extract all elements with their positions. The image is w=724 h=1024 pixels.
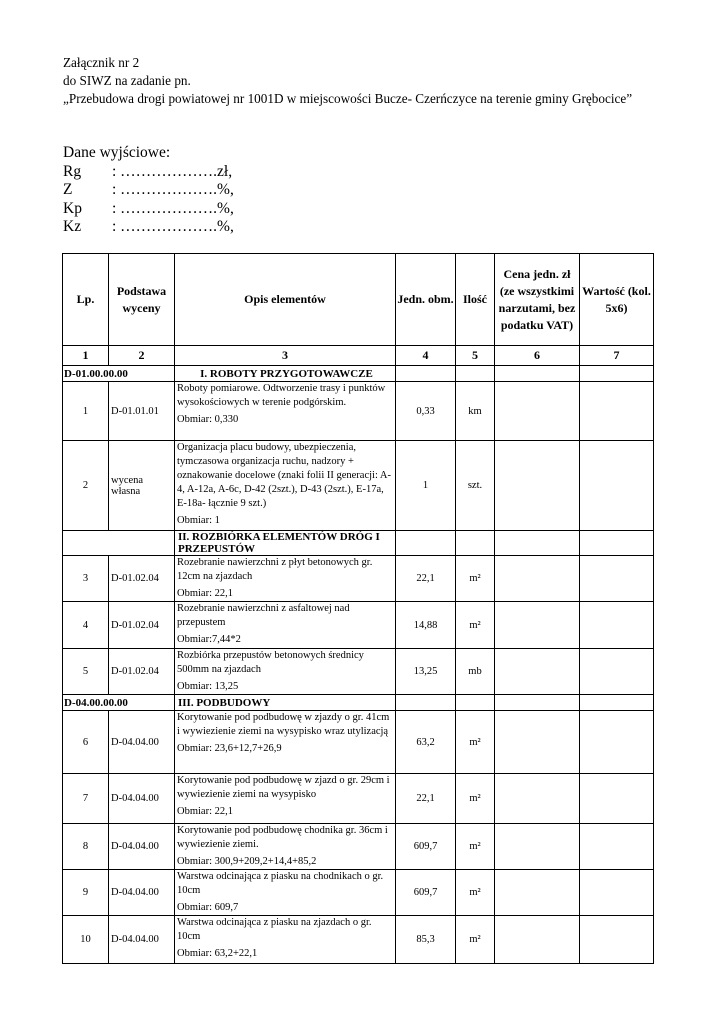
section-row: [63, 531, 654, 556]
col-num: 6: [495, 346, 580, 366]
document-header: [63, 54, 632, 108]
row-wartosc: [580, 711, 654, 774]
input-label: Kz: [63, 218, 82, 235]
row-obmiar: Obmiar: 22,1: [177, 588, 233, 599]
row-obmiar: Obmiar: 0,330: [177, 414, 239, 425]
row-jedn: m²: [456, 916, 495, 964]
section-row: [63, 366, 654, 382]
row-cena: [495, 824, 580, 870]
row-jedn: m²: [456, 870, 495, 916]
row-wartosc: [580, 441, 654, 531]
col-num: 4: [396, 346, 456, 366]
row-lp: 5: [63, 649, 109, 695]
row-jedn: m²: [456, 774, 495, 824]
table-row: [63, 870, 654, 916]
table-header-row: [63, 254, 654, 346]
input-label: Rg: [63, 162, 82, 180]
empty-cell: [495, 695, 580, 711]
empty-cell: [580, 695, 654, 711]
empty-cell: [396, 366, 456, 382]
row-code: D-01.02.04: [109, 649, 175, 695]
cost-estimate-table: [62, 253, 654, 964]
col-header-opis: Opis elementów: [175, 254, 396, 346]
row-lp: 8: [63, 824, 109, 870]
input-label: Z: [63, 181, 73, 198]
row-jedn: m²: [456, 711, 495, 774]
row-desc-cell: [175, 441, 396, 531]
row-code: D-04.04.00: [109, 711, 175, 774]
row-lp: 3: [63, 556, 109, 602]
row-lp: 9: [63, 870, 109, 916]
input-row-kz: [63, 218, 234, 237]
row-wartosc: [580, 916, 654, 964]
row-desc-cell: [175, 916, 396, 964]
input-value: : ……………….%,: [112, 199, 234, 217]
row-ilosc: 22,1: [396, 556, 456, 602]
row-ilosc: 13,25: [396, 649, 456, 695]
row-wartosc: [580, 870, 654, 916]
empty-cell: [580, 531, 654, 556]
table-row: [63, 711, 654, 774]
row-desc: Korytowanie pod podbudowę w zjazdy o gr. 41cm i wywiezienie ziemi na wysypisko wraz utylizacją: [177, 712, 390, 737]
row-cena: [495, 870, 580, 916]
empty-cell: [396, 695, 456, 711]
row-obmiar: Obmiar: 1: [177, 515, 220, 526]
section-row: [63, 695, 654, 711]
row-lp: 1: [63, 382, 109, 441]
row-obmiar: Obmiar: 300,9+209,2+14,4+85,2: [177, 856, 317, 867]
row-jedn: m²: [456, 602, 495, 649]
col-num: 1: [63, 346, 109, 366]
table-row: [63, 916, 654, 964]
row-code: D-04.04.00: [109, 774, 175, 824]
row-obmiar: Obmiar: 23,6+12,7+26,9: [177, 743, 282, 754]
row-desc-cell: [175, 870, 396, 916]
row-code: D-01.02.04: [109, 602, 175, 649]
input-row-kp: [63, 200, 234, 219]
section-code: [63, 531, 175, 556]
row-jedn: mb: [456, 649, 495, 695]
row-wartosc: [580, 602, 654, 649]
input-value: : ……………….%,: [112, 181, 234, 198]
row-desc-cell: [175, 711, 396, 774]
row-ilosc: 609,7: [396, 870, 456, 916]
empty-cell: [495, 531, 580, 556]
input-data-block: [63, 144, 234, 237]
row-ilosc: 14,88: [396, 602, 456, 649]
row-desc-cell: [175, 556, 396, 602]
row-desc: Warstwa odcinająca z piasku na zjazdach o gr. 10cm: [177, 917, 372, 942]
row-code: wycena własna: [109, 441, 175, 531]
row-desc-cell: [175, 382, 396, 441]
column-number-row: [63, 346, 654, 366]
input-row-z: [63, 181, 234, 200]
section-title: II. ROZBIÓRKA ELEMENTÓW DRÓG I PRZEPUSTÓW: [175, 531, 396, 556]
col-num: 2: [109, 346, 175, 366]
row-wartosc: [580, 556, 654, 602]
row-cena: [495, 916, 580, 964]
row-desc-cell: [175, 602, 396, 649]
row-desc: Korytowanie pod podbudowę chodnika gr. 36cm i wywiezienie ziemi.: [177, 825, 388, 850]
row-jedn: m²: [456, 824, 495, 870]
row-desc: Warstwa odcinająca z piasku na chodnikach o gr. 10cm: [177, 871, 384, 896]
row-desc-cell: [175, 824, 396, 870]
row-desc: Rozebranie nawierzchni z płyt betonowych gr. 12cm na zjazdach: [177, 557, 373, 582]
input-row-rg: [63, 163, 234, 182]
row-ilosc: 85,3: [396, 916, 456, 964]
row-code: D-04.04.00: [109, 916, 175, 964]
row-desc: Rozbiórka przepustów betonowych średnicy 500mm na zjazdach: [177, 650, 364, 675]
row-ilosc: 0,33: [396, 382, 456, 441]
col-num: 3: [175, 346, 396, 366]
row-lp: 7: [63, 774, 109, 824]
siwz-label: do SIWZ na zadanie pn.: [63, 73, 191, 88]
row-ilosc: 63,2: [396, 711, 456, 774]
row-desc: Roboty pomiarowe. Odtworzenie trasy i punktów wysokościowych w terenie podgórskim.: [177, 383, 386, 408]
row-cena: [495, 556, 580, 602]
table-row: [63, 441, 654, 531]
row-code: D-01.01.01: [109, 382, 175, 441]
row-obmiar: Obmiar: 13,25: [177, 681, 239, 692]
section-title: I. ROBOTY PRZYGOTOWAWCZE: [175, 366, 396, 382]
row-jedn: m²: [456, 556, 495, 602]
empty-cell: [396, 531, 456, 556]
col-header-wartosc: Wartość (kol. 5x6): [580, 254, 654, 346]
row-code: D-04.04.00: [109, 870, 175, 916]
table-row: [63, 382, 654, 441]
input-value: : ……………….%,: [112, 218, 234, 235]
row-wartosc: [580, 774, 654, 824]
empty-cell: [456, 695, 495, 711]
section-code: D-04.00.00.00: [63, 695, 175, 711]
row-desc: Korytowanie pod podbudowę w zjazd o gr. 29cm i wywiezienie ziemi na wysypisko: [177, 775, 390, 800]
row-cena: [495, 441, 580, 531]
row-wartosc: [580, 382, 654, 441]
row-desc: Organizacja placu budowy, ubezpieczenia, tymczasowa organizacja ruchu, nadzory + oznakowanie docelowe (znaki folii II generacji: A-4, A-12a, A-6c, D-42 (2szt.), D-43 (2szt.), E-17a, E-18a- łącznie 9 szt.): [177, 442, 391, 509]
col-header-ilosc: Ilość: [456, 254, 495, 346]
row-jedn: szt.: [456, 441, 495, 531]
empty-cell: [495, 366, 580, 382]
table-row: [63, 774, 654, 824]
row-desc-cell: [175, 649, 396, 695]
row-ilosc: 1: [396, 441, 456, 531]
row-obmiar: Obmiar: 63,2+22,1: [177, 948, 258, 959]
row-lp: 4: [63, 602, 109, 649]
row-cena: [495, 602, 580, 649]
table-row: [63, 602, 654, 649]
section-title: III. PODBUDOWY: [175, 695, 396, 711]
row-cena: [495, 382, 580, 441]
attachment-label: Załącznik nr 2: [63, 55, 140, 70]
row-ilosc: 22,1: [396, 774, 456, 824]
col-num: 5: [456, 346, 495, 366]
empty-cell: [580, 366, 654, 382]
col-header-cena: Cena jedn. zł (ze wszystkimi narzutami, bez podatku VAT): [495, 254, 580, 346]
row-jedn: km: [456, 382, 495, 441]
row-wartosc: [580, 824, 654, 870]
row-obmiar: Obmiar: 22,1: [177, 806, 233, 817]
empty-cell: [456, 531, 495, 556]
row-cena: [495, 774, 580, 824]
section-code: D-01.00.00.00: [63, 366, 175, 382]
table-row: [63, 649, 654, 695]
row-code: D-04.04.00: [109, 824, 175, 870]
row-cena: [495, 649, 580, 695]
row-code: D-01.02.04: [109, 556, 175, 602]
col-header-jedn: Jedn. obm.: [396, 254, 456, 346]
table-row: [63, 556, 654, 602]
row-obmiar: Obmiar: 609,7: [177, 902, 239, 913]
col-header-lp: Lp.: [63, 254, 109, 346]
row-desc: Rozebranie nawierzchni z asfaltowej nad przepustem: [177, 603, 350, 628]
table-row: [63, 824, 654, 870]
col-header-podstawa: Podstawa wyceny: [109, 254, 175, 346]
empty-cell: [456, 366, 495, 382]
project-title: „Przebudowa drogi powiatowej nr 1001D w miejscowości Bucze- Czerńczyce na terenie gminy Grębocice”: [63, 91, 633, 106]
input-label: Kp: [63, 199, 82, 217]
col-num: 7: [580, 346, 654, 366]
row-lp: 6: [63, 711, 109, 774]
input-data-title: Dane wyjściowe:: [63, 144, 171, 161]
row-ilosc: 609,7: [396, 824, 456, 870]
row-wartosc: [580, 649, 654, 695]
row-desc-cell: [175, 774, 396, 824]
row-lp: 2: [63, 441, 109, 531]
row-lp: 10: [63, 916, 109, 964]
input-value: : ……………….zł,: [112, 162, 233, 180]
row-cena: [495, 711, 580, 774]
row-obmiar: Obmiar:7,44*2: [177, 634, 241, 645]
